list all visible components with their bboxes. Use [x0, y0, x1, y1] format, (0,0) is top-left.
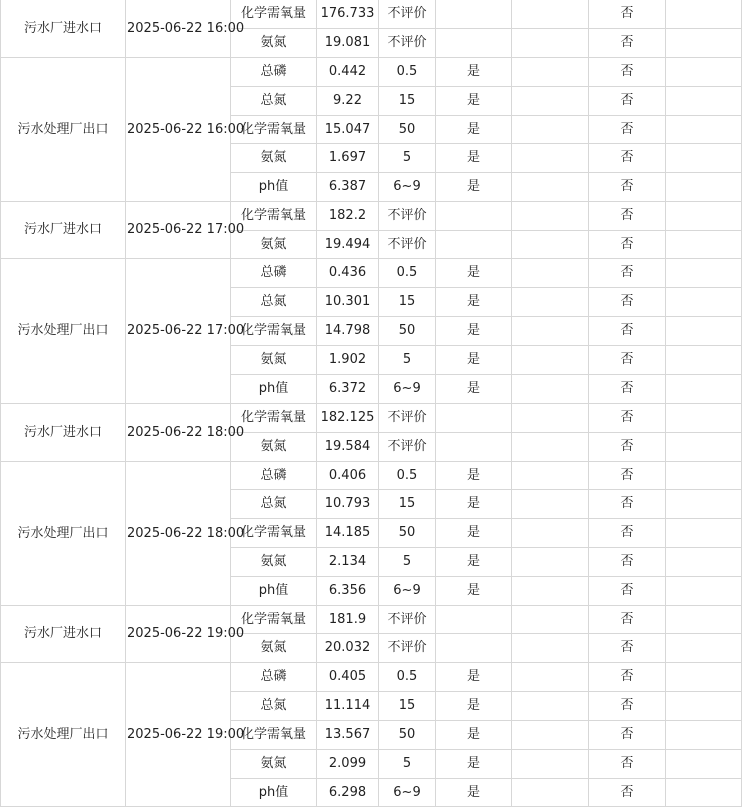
table-row — [1, 58, 742, 87]
table-row — [1, 462, 742, 490]
blank-cell — [666, 663, 742, 692]
exceeded-cell: 否 — [589, 577, 666, 606]
limit-cell: 6~9 — [379, 375, 436, 404]
compliant-cell: 是 — [436, 58, 512, 87]
exceeded-cell: 否 — [589, 231, 666, 259]
exceeded-cell: 否 — [589, 87, 666, 116]
item-cell: 总氮 — [231, 87, 317, 116]
item-cell: 总磷 — [231, 462, 317, 490]
blank-cell — [512, 259, 589, 288]
compliant-cell — [436, 202, 512, 231]
item-cell: 化学需氧量 — [231, 721, 317, 750]
item-cell: 化学需氧量 — [231, 116, 317, 144]
site-cell: 污水处理厂出口 — [1, 259, 126, 404]
value-cell: 2.099 — [317, 750, 379, 779]
exceeded-cell: 否 — [589, 58, 666, 87]
blank-cell — [666, 29, 742, 58]
compliant-cell: 是 — [436, 116, 512, 144]
value-cell: 15.047 — [317, 116, 379, 144]
limit-cell: 15 — [379, 490, 436, 519]
blank-cell — [512, 433, 589, 462]
limit-cell: 50 — [379, 519, 436, 548]
blank-cell — [512, 692, 589, 721]
blank-cell — [666, 606, 742, 634]
item-cell: 氨氮 — [231, 346, 317, 375]
compliant-cell — [436, 29, 512, 58]
blank-cell — [666, 173, 742, 202]
item-cell: 总磷 — [231, 259, 317, 288]
exceeded-cell: 否 — [589, 259, 666, 288]
blank-cell — [512, 288, 589, 317]
item-cell: 氨氮 — [231, 548, 317, 577]
time-cell: 2025-06-22 19:00 — [126, 663, 231, 807]
compliant-cell: 是 — [436, 692, 512, 721]
item-cell: ph值 — [231, 577, 317, 606]
time-cell: 2025-06-22 18:00 — [126, 404, 231, 462]
exceeded-cell: 否 — [589, 317, 666, 346]
exceeded-cell: 否 — [589, 606, 666, 634]
blank-cell — [666, 404, 742, 433]
item-cell: 总氮 — [231, 692, 317, 721]
exceeded-cell: 否 — [589, 433, 666, 462]
blank-cell — [512, 721, 589, 750]
value-cell: 0.406 — [317, 462, 379, 490]
limit-cell: 0.5 — [379, 58, 436, 87]
item-cell: 化学需氧量 — [231, 519, 317, 548]
blank-cell — [666, 750, 742, 779]
exceeded-cell: 否 — [589, 548, 666, 577]
blank-cell — [666, 577, 742, 606]
blank-cell — [666, 779, 742, 807]
blank-cell — [512, 116, 589, 144]
time-cell: 2025-06-22 19:00 — [126, 606, 231, 663]
value-cell: 10.301 — [317, 288, 379, 317]
compliant-cell — [436, 0, 512, 29]
value-cell: 0.405 — [317, 663, 379, 692]
limit-cell: 不评价 — [379, 404, 436, 433]
item-cell: 氨氮 — [231, 750, 317, 779]
blank-cell — [666, 346, 742, 375]
compliant-cell: 是 — [436, 779, 512, 807]
item-cell: 化学需氧量 — [231, 0, 317, 29]
exceeded-cell: 否 — [589, 663, 666, 692]
blank-cell — [666, 634, 742, 663]
compliant-cell: 是 — [436, 490, 512, 519]
table-row — [1, 404, 742, 433]
item-cell: 总磷 — [231, 58, 317, 87]
item-cell: 氨氮 — [231, 29, 317, 58]
time-cell: 2025-06-22 17:00 — [126, 202, 231, 259]
exceeded-cell: 否 — [589, 750, 666, 779]
blank-cell — [512, 173, 589, 202]
limit-cell: 不评价 — [379, 606, 436, 634]
compliant-cell — [436, 634, 512, 663]
blank-cell — [666, 259, 742, 288]
compliant-cell: 是 — [436, 721, 512, 750]
value-cell: 19.494 — [317, 231, 379, 259]
limit-cell: 0.5 — [379, 462, 436, 490]
blank-cell — [512, 779, 589, 807]
blank-cell — [512, 490, 589, 519]
blank-cell — [512, 231, 589, 259]
value-cell: 14.185 — [317, 519, 379, 548]
blank-cell — [512, 548, 589, 577]
blank-cell — [512, 317, 589, 346]
item-cell: ph值 — [231, 173, 317, 202]
item-cell: 化学需氧量 — [231, 202, 317, 231]
exceeded-cell: 否 — [589, 375, 666, 404]
compliant-cell: 是 — [436, 663, 512, 692]
blank-cell — [512, 404, 589, 433]
compliant-cell: 是 — [436, 144, 512, 173]
blank-cell — [666, 692, 742, 721]
value-cell: 1.697 — [317, 144, 379, 173]
site-cell: 污水厂进水口 — [1, 0, 126, 58]
exceeded-cell: 否 — [589, 519, 666, 548]
limit-cell: 不评价 — [379, 202, 436, 231]
limit-cell: 5 — [379, 750, 436, 779]
limit-cell: 15 — [379, 288, 436, 317]
blank-cell — [666, 0, 742, 29]
value-cell: 9.22 — [317, 87, 379, 116]
compliant-cell: 是 — [436, 519, 512, 548]
blank-cell — [666, 433, 742, 462]
compliant-cell: 是 — [436, 87, 512, 116]
blank-cell — [512, 519, 589, 548]
exceeded-cell: 否 — [589, 116, 666, 144]
compliant-cell: 是 — [436, 375, 512, 404]
compliant-cell: 是 — [436, 346, 512, 375]
blank-cell — [512, 346, 589, 375]
compliant-cell: 是 — [436, 317, 512, 346]
compliant-cell: 是 — [436, 259, 512, 288]
site-cell: 污水厂进水口 — [1, 606, 126, 663]
limit-cell: 5 — [379, 548, 436, 577]
item-cell: 总氮 — [231, 490, 317, 519]
value-cell: 19.081 — [317, 29, 379, 58]
compliant-cell — [436, 433, 512, 462]
blank-cell — [666, 231, 742, 259]
blank-cell — [512, 663, 589, 692]
exceeded-cell: 否 — [589, 144, 666, 173]
blank-cell — [666, 317, 742, 346]
blank-cell — [512, 606, 589, 634]
limit-cell: 5 — [379, 144, 436, 173]
item-cell: 氨氮 — [231, 634, 317, 663]
exceeded-cell: 否 — [589, 779, 666, 807]
limit-cell: 不评价 — [379, 0, 436, 29]
compliant-cell: 是 — [436, 462, 512, 490]
item-cell: 化学需氧量 — [231, 317, 317, 346]
item-cell: 化学需氧量 — [231, 606, 317, 634]
value-cell: 14.798 — [317, 317, 379, 346]
site-cell: 污水处理厂出口 — [1, 663, 126, 807]
item-cell: 氨氮 — [231, 231, 317, 259]
table-row — [1, 259, 742, 288]
time-cell: 2025-06-22 16:00 — [126, 0, 231, 58]
compliant-cell: 是 — [436, 577, 512, 606]
exceeded-cell: 否 — [589, 346, 666, 375]
value-cell: 182.125 — [317, 404, 379, 433]
item-cell: 氨氮 — [231, 433, 317, 462]
blank-cell — [666, 144, 742, 173]
exceeded-cell: 否 — [589, 29, 666, 58]
blank-cell — [512, 202, 589, 231]
blank-cell — [666, 490, 742, 519]
table-row — [1, 202, 742, 231]
time-cell: 2025-06-22 17:00 — [126, 259, 231, 404]
limit-cell: 15 — [379, 692, 436, 721]
blank-cell — [512, 577, 589, 606]
compliant-cell: 是 — [436, 548, 512, 577]
limit-cell: 50 — [379, 721, 436, 750]
site-cell: 污水处理厂出口 — [1, 462, 126, 606]
blank-cell — [512, 375, 589, 404]
blank-cell — [666, 202, 742, 231]
blank-cell — [512, 58, 589, 87]
limit-cell: 50 — [379, 317, 436, 346]
exceeded-cell: 否 — [589, 202, 666, 231]
item-cell: 总氮 — [231, 288, 317, 317]
site-cell: 污水厂进水口 — [1, 202, 126, 259]
compliant-cell: 是 — [436, 288, 512, 317]
value-cell: 6.387 — [317, 173, 379, 202]
value-cell: 13.567 — [317, 721, 379, 750]
limit-cell: 6~9 — [379, 173, 436, 202]
value-cell: 6.372 — [317, 375, 379, 404]
value-cell: 176.733 — [317, 0, 379, 29]
blank-cell — [666, 721, 742, 750]
blank-cell — [666, 548, 742, 577]
limit-cell: 不评价 — [379, 231, 436, 259]
value-cell: 20.032 — [317, 634, 379, 663]
compliant-cell — [436, 231, 512, 259]
table-body — [1, 0, 742, 807]
item-cell: 总磷 — [231, 663, 317, 692]
blank-cell — [512, 87, 589, 116]
value-cell: 6.356 — [317, 577, 379, 606]
blank-cell — [512, 462, 589, 490]
value-cell: 0.436 — [317, 259, 379, 288]
limit-cell: 不评价 — [379, 634, 436, 663]
item-cell: ph值 — [231, 375, 317, 404]
compliant-cell: 是 — [436, 173, 512, 202]
limit-cell: 15 — [379, 87, 436, 116]
exceeded-cell: 否 — [589, 404, 666, 433]
limit-cell: 0.5 — [379, 663, 436, 692]
blank-cell — [666, 87, 742, 116]
blank-cell — [666, 462, 742, 490]
blank-cell — [512, 0, 589, 29]
table-row — [1, 0, 742, 29]
value-cell: 1.902 — [317, 346, 379, 375]
compliant-cell: 是 — [436, 750, 512, 779]
limit-cell: 0.5 — [379, 259, 436, 288]
limit-cell: 5 — [379, 346, 436, 375]
exceeded-cell: 否 — [589, 721, 666, 750]
exceeded-cell: 否 — [589, 490, 666, 519]
value-cell: 181.9 — [317, 606, 379, 634]
table-row — [1, 663, 742, 692]
blank-cell — [666, 519, 742, 548]
exceeded-cell: 否 — [589, 634, 666, 663]
item-cell: 化学需氧量 — [231, 404, 317, 433]
exceeded-cell: 否 — [589, 462, 666, 490]
limit-cell: 不评价 — [379, 433, 436, 462]
limit-cell: 50 — [379, 116, 436, 144]
blank-cell — [512, 750, 589, 779]
time-cell: 2025-06-22 16:00 — [126, 58, 231, 202]
item-cell: 氨氮 — [231, 144, 317, 173]
compliant-cell — [436, 404, 512, 433]
blank-cell — [666, 116, 742, 144]
time-cell: 2025-06-22 18:00 — [126, 462, 231, 606]
blank-cell — [666, 375, 742, 404]
limit-cell: 不评价 — [379, 29, 436, 58]
site-cell: 污水厂进水口 — [1, 404, 126, 462]
value-cell: 2.134 — [317, 548, 379, 577]
limit-cell: 6~9 — [379, 577, 436, 606]
exceeded-cell: 否 — [589, 692, 666, 721]
value-cell: 19.584 — [317, 433, 379, 462]
exceeded-cell: 否 — [589, 173, 666, 202]
blank-cell — [666, 58, 742, 87]
value-cell: 11.114 — [317, 692, 379, 721]
compliant-cell — [436, 606, 512, 634]
blank-cell — [512, 29, 589, 58]
exceeded-cell: 否 — [589, 288, 666, 317]
item-cell: ph值 — [231, 779, 317, 807]
value-cell: 0.442 — [317, 58, 379, 87]
table-row — [1, 606, 742, 634]
value-cell: 6.298 — [317, 779, 379, 807]
blank-cell — [666, 288, 742, 317]
value-cell: 10.793 — [317, 490, 379, 519]
exceeded-cell: 否 — [589, 0, 666, 29]
limit-cell: 6~9 — [379, 779, 436, 807]
blank-cell — [512, 144, 589, 173]
site-cell: 污水处理厂出口 — [1, 58, 126, 202]
value-cell: 182.2 — [317, 202, 379, 231]
blank-cell — [512, 634, 589, 663]
